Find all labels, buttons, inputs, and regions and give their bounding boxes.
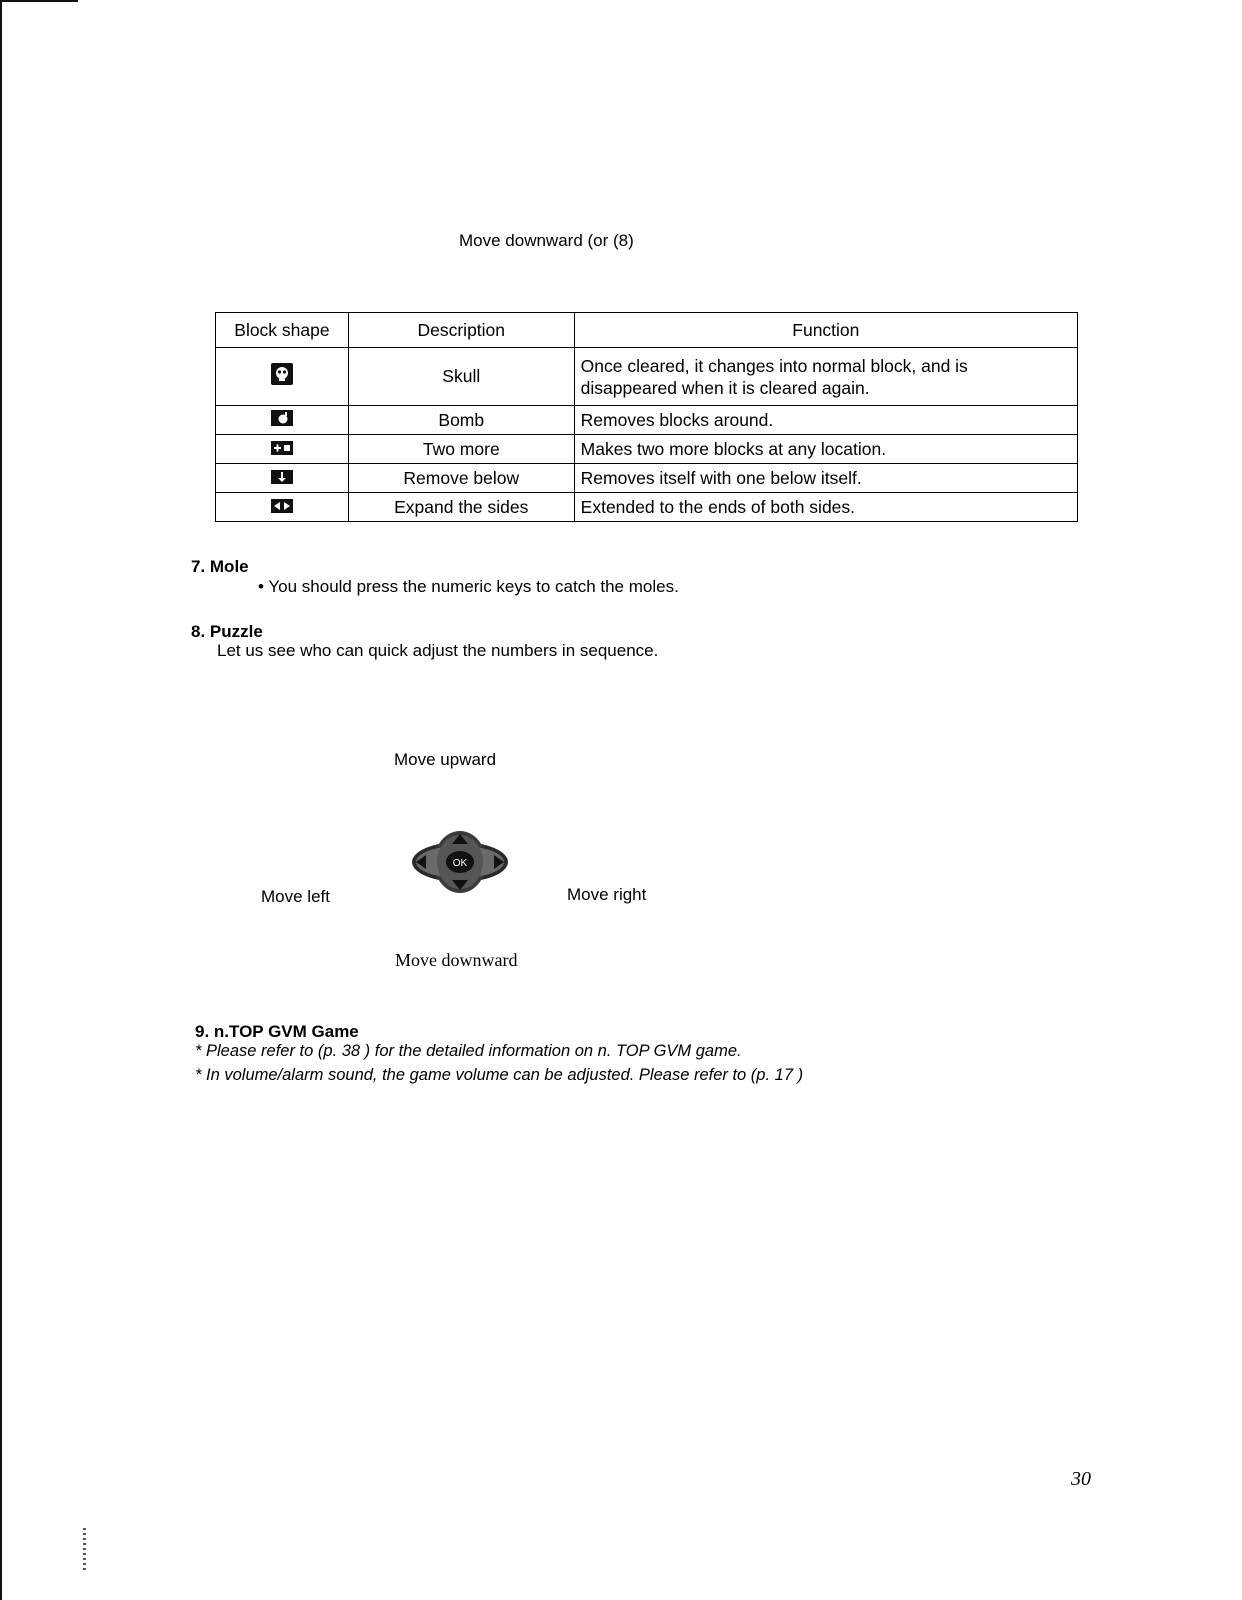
expand-sides-block-icon bbox=[271, 497, 293, 517]
block-table bbox=[215, 312, 1078, 522]
table-header-row bbox=[216, 313, 1078, 348]
bomb-block-icon bbox=[271, 410, 293, 430]
block-shape-cell bbox=[216, 464, 349, 493]
function-cell: Makes two more blocks at any location. bbox=[574, 435, 1077, 464]
puzzle-text: Let us see who can quick adjust the numbers in sequence. bbox=[217, 641, 659, 660]
remove-below-block-icon bbox=[271, 468, 293, 488]
two-more-block-icon bbox=[271, 439, 293, 459]
move-downward-label: Move downward bbox=[395, 950, 518, 970]
description-cell: Remove below bbox=[348, 464, 574, 493]
navigation-key-icon bbox=[410, 830, 510, 894]
gvm-note-2: * In volume/alarm sound, the game volume can be adjusted. Please refer to (p. 17 ) bbox=[195, 1066, 804, 1084]
skull-block-icon bbox=[271, 369, 293, 389]
block-shape-cell bbox=[216, 435, 349, 464]
page-number: 30 bbox=[1071, 1468, 1091, 1490]
function-cell: Removes blocks around. bbox=[574, 406, 1077, 435]
scan-edge bbox=[0, 0, 78, 2]
mole-title: 7. Mole bbox=[191, 557, 249, 576]
ok-key-label: OK bbox=[452, 858, 468, 869]
move-right-label: Move right bbox=[567, 885, 647, 904]
mole-text: • You should press the numeric keys to catch the moles. bbox=[258, 577, 679, 596]
table-row bbox=[216, 435, 1078, 464]
description-cell: Bomb bbox=[348, 406, 574, 435]
puzzle-title: 8. Puzzle bbox=[191, 622, 263, 641]
function-text: disappeared when it is cleared again. bbox=[580, 377, 870, 398]
table-row bbox=[216, 493, 1078, 522]
header-description: Description bbox=[348, 313, 574, 348]
move-upward-label: Move upward bbox=[394, 750, 497, 769]
header-block-shape: Block shape bbox=[216, 313, 349, 348]
block-shape-cell bbox=[216, 406, 349, 435]
gvm-note-1: * Please refer to (p. 38 ) for the detailed information on n. TOP GVM game. bbox=[195, 1042, 742, 1060]
description-cell: Expand the sides bbox=[348, 493, 574, 522]
table-row bbox=[216, 464, 1078, 493]
table-row bbox=[216, 348, 1078, 406]
table-row bbox=[216, 406, 1078, 435]
header-function: Function bbox=[574, 313, 1077, 348]
description-cell: Skull bbox=[348, 348, 574, 406]
function-cell bbox=[574, 348, 1077, 406]
gvm-title: 9. n.TOP GVM Game bbox=[195, 1022, 359, 1041]
top-caption: Move downward (or (8) bbox=[459, 231, 634, 250]
description-cell: Two more bbox=[348, 435, 574, 464]
function-cell: Removes itself with one below itself. bbox=[574, 464, 1077, 493]
scan-artifact bbox=[83, 1528, 86, 1570]
function-cell: Extended to the ends of both sides. bbox=[574, 493, 1077, 522]
move-left-label: Move left bbox=[261, 887, 330, 906]
block-shape-cell bbox=[216, 493, 349, 522]
block-shape-cell bbox=[216, 348, 349, 406]
scan-edge bbox=[0, 0, 2, 1600]
function-text: Once cleared, it changes into normal block, and is bbox=[580, 355, 968, 376]
